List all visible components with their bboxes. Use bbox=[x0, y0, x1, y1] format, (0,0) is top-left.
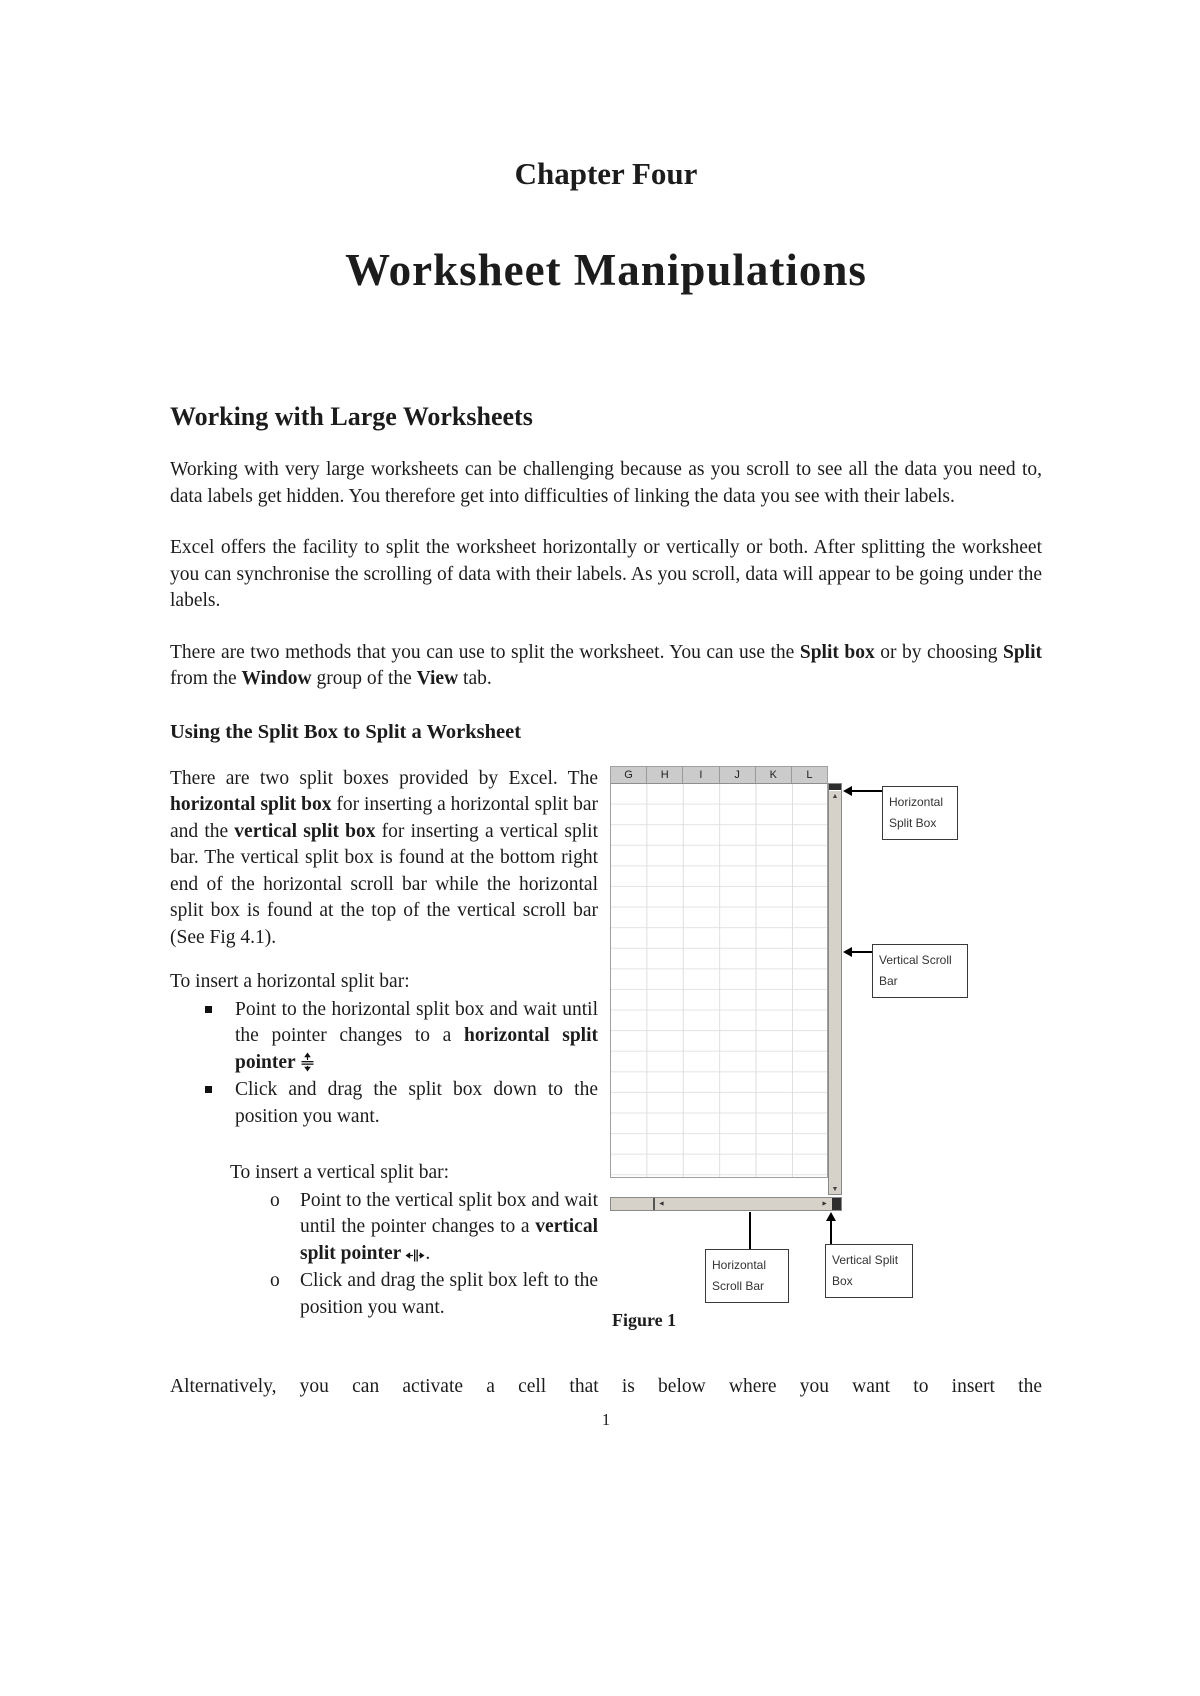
spreadsheet-figure bbox=[610, 766, 1030, 1346]
scroll-left-arrow-icon: ◄ bbox=[658, 1200, 665, 1207]
text-run-bold: vertical split box bbox=[234, 820, 376, 842]
text-run: tab. bbox=[458, 668, 492, 689]
list-item bbox=[170, 1268, 598, 1321]
worksheet-cells bbox=[611, 784, 827, 1177]
paragraph-intro-2: Excel offers the facility to split the worksheet horizontally or vertically or both. After splitting the worksheet you can synchronise the scrolling of data with their labels. As you scroll, data will appear to be going under the labels. bbox=[170, 537, 1042, 611]
column-header-row bbox=[611, 767, 827, 784]
callout-vertical-split-box: Vertical Split Box bbox=[825, 1244, 913, 1298]
text-run: or by choosing bbox=[874, 641, 1003, 663]
text-run-bold: vertical split pointer bbox=[300, 1216, 598, 1264]
scroll-right-arrow-icon: ► bbox=[821, 1200, 828, 1207]
chapter-label: Chapter Four bbox=[514, 156, 698, 191]
text-run-bold: horizontal split pointer bbox=[235, 1025, 599, 1073]
callout-line bbox=[851, 951, 872, 953]
callout-horizontal-split-box: Horizontal Split Box bbox=[882, 786, 958, 840]
list-item-text bbox=[235, 997, 598, 1077]
circle-bullet-icon: o bbox=[270, 1189, 280, 1211]
text-run: There are two split boxes provided by Excel. The bbox=[170, 767, 598, 789]
text-run-bold: View bbox=[416, 668, 459, 689]
document-page bbox=[170, 0, 1042, 1430]
text-run: Point to the horizontal split box and wait until the pointer changes to a bbox=[235, 998, 598, 1046]
scrollbar-thumb-edge bbox=[653, 1198, 655, 1210]
list-item bbox=[170, 1077, 598, 1130]
list-item bbox=[170, 997, 598, 1077]
vertical-scrollbar bbox=[828, 783, 842, 1195]
paragraph-intro-1: Working with very large worksheets can be challenging because as you scroll to see all the data you need to, data labels get hidden. You therefore get into difficulties of linking the data you see with their labels. bbox=[170, 459, 1042, 507]
horizontal-split-box bbox=[829, 784, 841, 791]
list-item-text bbox=[300, 1188, 598, 1268]
callout-line bbox=[749, 1212, 751, 1249]
text-run: group of the bbox=[311, 668, 417, 689]
scroll-up-arrow-icon: ▲ bbox=[831, 792, 839, 800]
vertical-split-box bbox=[832, 1198, 841, 1210]
section-heading: Working with Large Worksheets bbox=[170, 402, 533, 431]
vertical-split-pointer-icon bbox=[405, 1248, 425, 1263]
callout-line bbox=[830, 1220, 832, 1244]
column-header-cell: I bbox=[683, 767, 719, 783]
text-run: Point to the vertical split box and wait until the pointer changes to a bbox=[300, 1189, 598, 1237]
closing-paragraph: Alternatively, you can activate a cell that is below where you want to insert the bbox=[170, 1375, 1042, 1397]
horizontal-split-pointer-icon bbox=[300, 1052, 315, 1072]
callout-horizontal-scroll-bar: Horizontal Scroll Bar bbox=[705, 1249, 789, 1303]
paragraph-split-boxes bbox=[170, 766, 598, 952]
square-bullet-icon bbox=[205, 997, 235, 1077]
list-intro-vertical: To insert a vertical split bar: bbox=[230, 1162, 450, 1183]
text-run: . bbox=[425, 1242, 431, 1264]
list-item-text: Click and drag the split box left to the position you want. bbox=[300, 1270, 598, 1318]
column-header-cell: J bbox=[720, 767, 756, 783]
text-run: for inserting a horizontal split bar and the bbox=[170, 794, 598, 842]
text-run-bold: Window bbox=[241, 668, 312, 689]
worksheet-grid bbox=[610, 766, 828, 1178]
scroll-down-arrow-icon: ▼ bbox=[831, 1185, 839, 1193]
paragraph-methods bbox=[170, 640, 1042, 693]
page-number: 1 bbox=[601, 1410, 611, 1429]
text-run: There are two methods that you can use to split the worksheet. You can use the bbox=[170, 641, 800, 663]
circle-bullet-icon: o bbox=[270, 1270, 280, 1291]
callout-vertical-scroll-bar: Vertical Scroll Bar bbox=[872, 944, 968, 998]
text-run: from the bbox=[170, 668, 242, 689]
text-run: for inserting a vertical split bar. The vertical split box is found at the bottom right end of the horizontal scroll bar while the horizontal split box is found at the top of the vertical scroll bar (See Fig 4.1). bbox=[170, 820, 598, 948]
subsection-heading: Using the Split Box to Split a Worksheet bbox=[170, 720, 522, 743]
left-text-column bbox=[170, 766, 610, 1346]
column-header-cell: G bbox=[611, 767, 647, 783]
figure-caption: Figure 1 bbox=[612, 1309, 677, 1330]
column-header-cell: K bbox=[756, 767, 792, 783]
list-item bbox=[170, 1188, 598, 1268]
text-run-bold: horizontal split box bbox=[170, 794, 332, 815]
list-intro-horizontal: To insert a horizontal split bar: bbox=[170, 971, 410, 992]
callout-line bbox=[851, 790, 882, 792]
horizontal-scrollbar bbox=[610, 1197, 842, 1211]
two-column-section bbox=[170, 766, 1042, 1346]
document-title: Worksheet Manipulations bbox=[345, 245, 867, 295]
column-header-cell: L bbox=[806, 768, 813, 781]
text-run-bold: Split box bbox=[799, 641, 875, 663]
column-header-cell: H bbox=[647, 767, 683, 783]
list-item-text: Click and drag the split box down to the position you want. bbox=[235, 1079, 598, 1127]
square-bullet-icon bbox=[205, 1077, 235, 1130]
text-run-bold: Split bbox=[1002, 641, 1042, 663]
